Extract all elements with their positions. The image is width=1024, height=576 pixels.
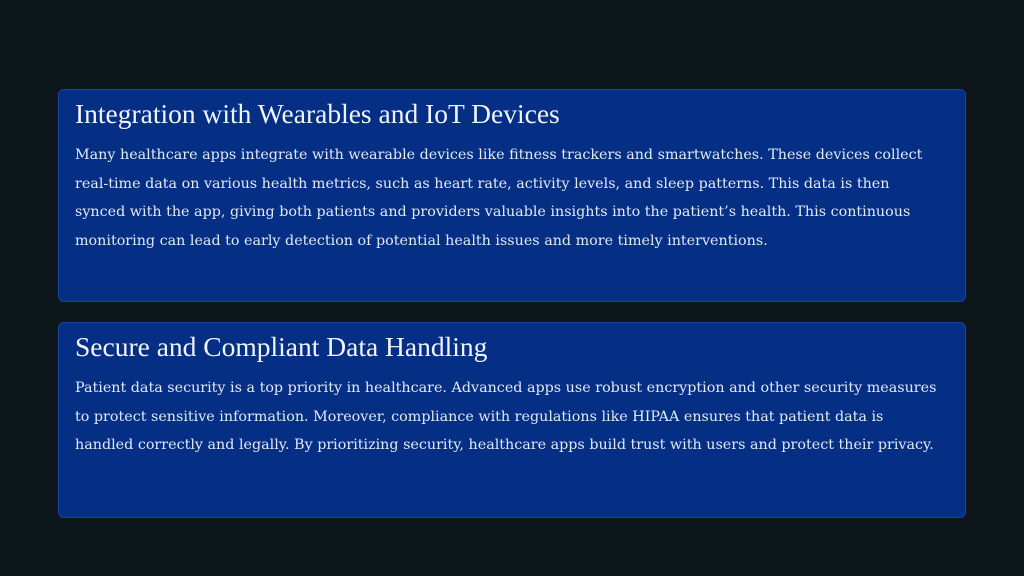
wearables-integration-text: Many healthcare apps integrate with wearable devices like fitness trackers and smartwatches. These devices collect real-time data on various health metrics, such as heart rate, activity levels, and sleep patterns. This data is then synced with the app, giving both patients and providers valuable insights into the patient’s health. This continuous monitoring can lead to early detection of potential health issues and more timely interventions. — [75, 147, 923, 249]
data-handling-card — [58, 322, 966, 518]
data-handling-text: Patient data security is a top priority in healthcare. Advanced apps use robust encryption and other security measures to protect sensitive information. Moreover, compliance with regulations like HIPAA ensures that patient data is handled correctly and legally. By prioritizing security, healthcare apps build trust with users and protect their privacy. — [75, 380, 937, 454]
data-handling-title: Secure and Compliant Data Handling — [75, 331, 488, 362]
wearables-integration-card — [58, 89, 966, 302]
wearables-integration-title: Integration with Wearables and IoT Devices — [75, 98, 560, 129]
